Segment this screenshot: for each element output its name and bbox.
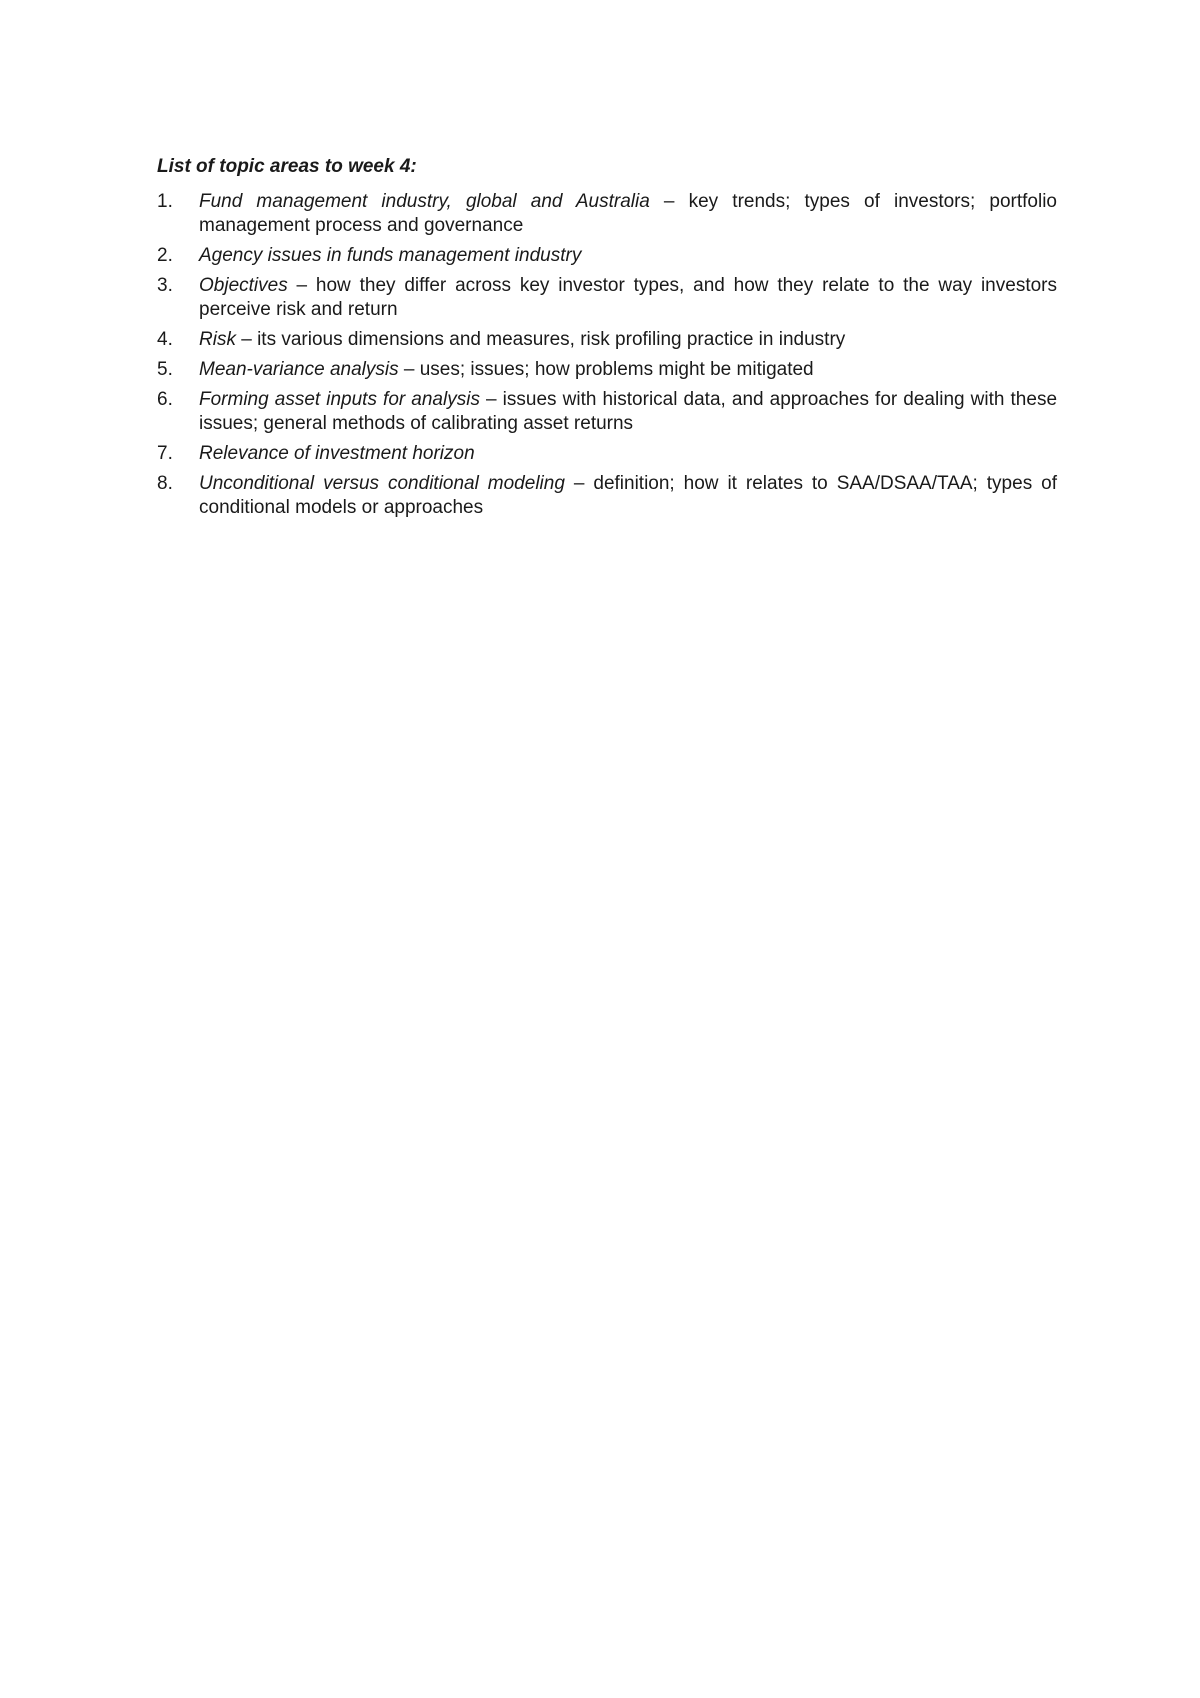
topic-text — [199, 190, 1057, 238]
topic-item-1 — [157, 190, 1057, 238]
topic-text — [199, 388, 1057, 436]
topic-title: Forming asset inputs for analysis — [199, 389, 480, 410]
topic-number: 2. — [157, 245, 173, 266]
topic-number: 8. — [157, 473, 173, 494]
topic-title: Risk — [199, 329, 236, 350]
topic-number: 3. — [157, 275, 173, 296]
topic-title: Fund management industry, global and Australia — [199, 191, 650, 212]
topic-description: – issues with historical data, and approaches for dealing with these issues; general methods of calibrating asset returns — [199, 389, 1058, 434]
topic-text — [199, 328, 1057, 352]
topic-description: – definition; how it relates to SAA/DSAA/TAA; types of conditional models or approaches — [199, 473, 1057, 518]
topic-item-5 — [157, 358, 1057, 382]
topic-number: 4. — [157, 329, 173, 350]
topic-title: Agency issues in funds management industry — [199, 245, 582, 266]
document-heading: List of topic areas to week 4: — [157, 156, 417, 177]
topic-list — [157, 190, 1057, 520]
topic-number: 1. — [157, 191, 173, 212]
topic-text — [199, 358, 1057, 382]
topic-description: – how they differ across key investor types, and how they relate to the way investors perceive risk and return — [199, 275, 1057, 320]
topic-item-8 — [157, 472, 1057, 520]
topic-title: Mean-variance analysis — [199, 359, 399, 380]
topic-item-2 — [157, 244, 1057, 268]
topic-item-7 — [157, 442, 1057, 466]
topic-number: 5. — [157, 359, 173, 380]
topic-description: – key trends; types of investors; portfolio management process and governance — [199, 191, 1057, 236]
topic-text — [199, 244, 1057, 268]
topic-item-4 — [157, 328, 1057, 352]
topic-text — [199, 472, 1057, 520]
topic-item-3 — [157, 274, 1057, 322]
topic-title: Unconditional versus conditional modeling — [199, 473, 565, 494]
topic-text — [199, 442, 1057, 466]
topic-text — [199, 274, 1057, 322]
topic-title: Relevance of investment horizon — [199, 443, 475, 464]
topic-description: – its various dimensions and measures, risk profiling practice in industry — [235, 329, 846, 350]
topic-title: Objectives — [199, 275, 288, 296]
topic-description: – uses; issues; how problems might be mitigated — [398, 359, 814, 380]
topic-number: 7. — [157, 443, 173, 464]
topic-item-6 — [157, 388, 1057, 436]
topic-number: 6. — [157, 389, 173, 410]
document-content — [157, 155, 1057, 526]
